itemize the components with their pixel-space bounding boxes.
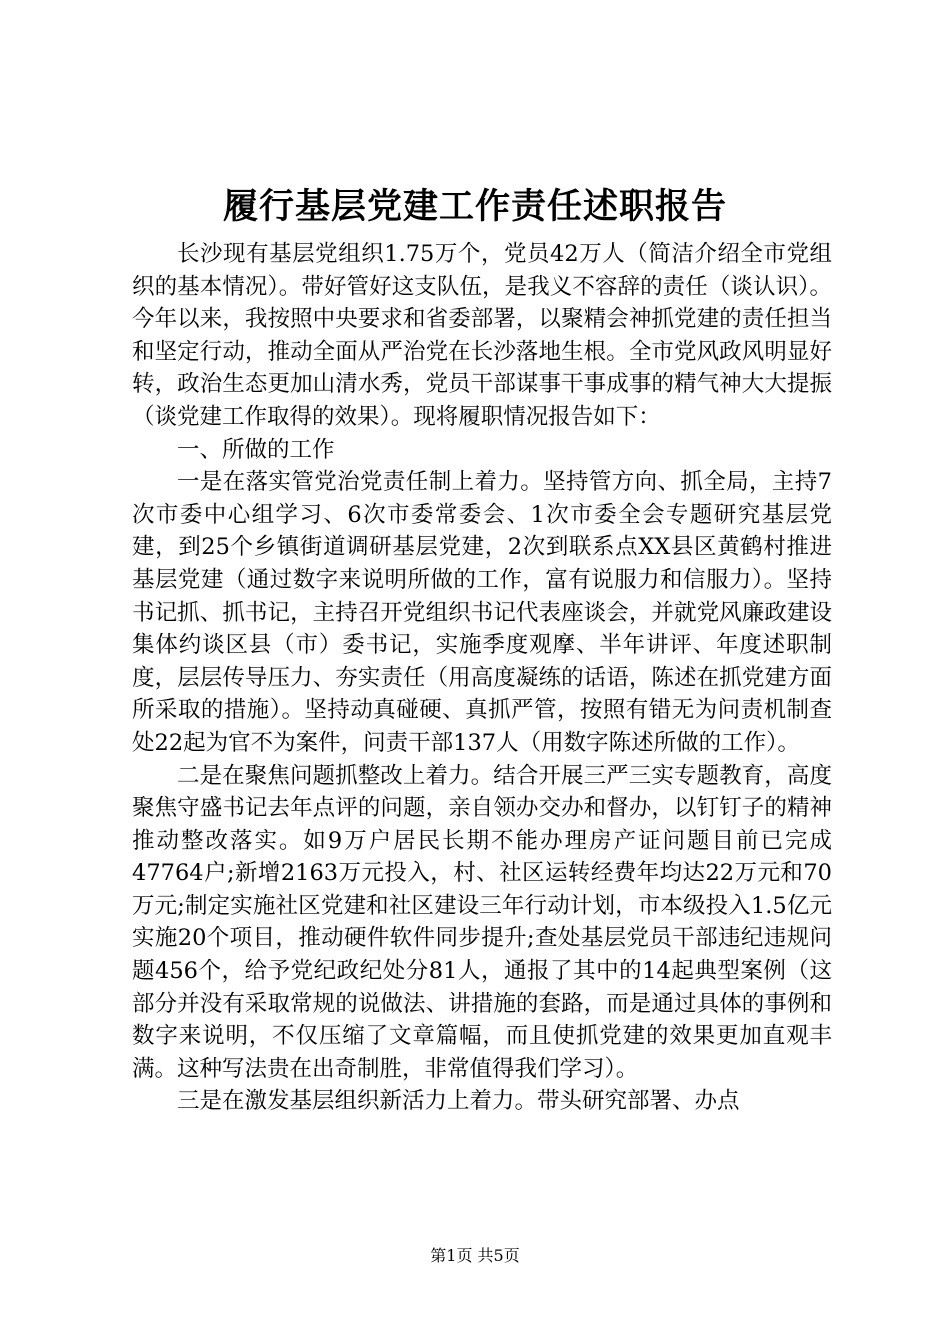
paragraph-intro: 长沙现有基层党组织1.75万个，党员42万人（简洁介绍全市党组织的基本情况）。带好管好这支队伍，是我义不容辞的责任（谈认识）。今年以来，我按照中央要求和省委部署，以聚精会神抓党建的责任担当和坚定行动，推动全面从严治党在长沙落地生根。全市党风政风明显好转，政治生态更加山清水秀，党员干部谋事干事成事的精气神大大提振（谈党建工作取得的效果）。现将履职情况报告如下： [132,241,832,430]
section-heading: 一、所做的工作 [177,436,335,463]
document-body [132,238,832,1118]
paragraph-second-point: 二是在聚焦问题抓整改上着力。结合开展三严三实专题教育，高度聚焦守盛书记去年点评的问题，亲自领办交办和督办，以钉钉子的精神推动整改落实。如9万户居民长期不能办理房产证问题目前已完成47764户;新增2163万元投入，村、社区运转经费年均达22万元和70万元;制定实施社区党建和社区建设三年行动计划，市本级投入1.5亿元实施20个项目，推动硬件软件同步提升;查处基层党员干部违纪违规问题456个，给予党纪政纪处分81人，通报了其中的14起典型案例（这部分并没有采取常规的说做法、讲措施的套路，而是通过具体的事例和数字来说明，不仅压缩了文章篇幅，而且使抓党建的效果更加直观丰满。这种写法贵在出奇制胜，非常值得我们学习）。 [132,762,832,1082]
page-number-footer: 第1页 共5页 [430,1246,520,1265]
paragraph-third-point: 三是在激发基层组织新活力上着力。带头研究部署、办点 [177,1088,740,1115]
document-title: 履行基层党建工作责任述职报告 [222,186,727,227]
paragraph-first-point: 一是在落实管党治党责任制上着力。坚持管方向、抓全局，主持7次市委中心组学习、6次市委常委会、1次市委全会专题研究基层党建，到25个乡镇街道调研基层党建，2次到联系点XX县区黄鹤村推进基层党建（通过数字来说明所做的工作，富有说服力和信服力）。坚持书记抓、抓书记，主持召开党组织书记代表座谈会，并就党风廉政建设集体约谈区县（市）委书记，实施季度观摩、半年讲评、年度述职制度，层层传导压力、夯实责任（用高度凝练的话语，陈述在抓党建方面所采取的措施）。坚持动真碰硬、真抓严管，按照有错无为问责机制查处22起为官不为案件，问责干部137人（用数字陈述所做的工作）。 [132,469,832,756]
